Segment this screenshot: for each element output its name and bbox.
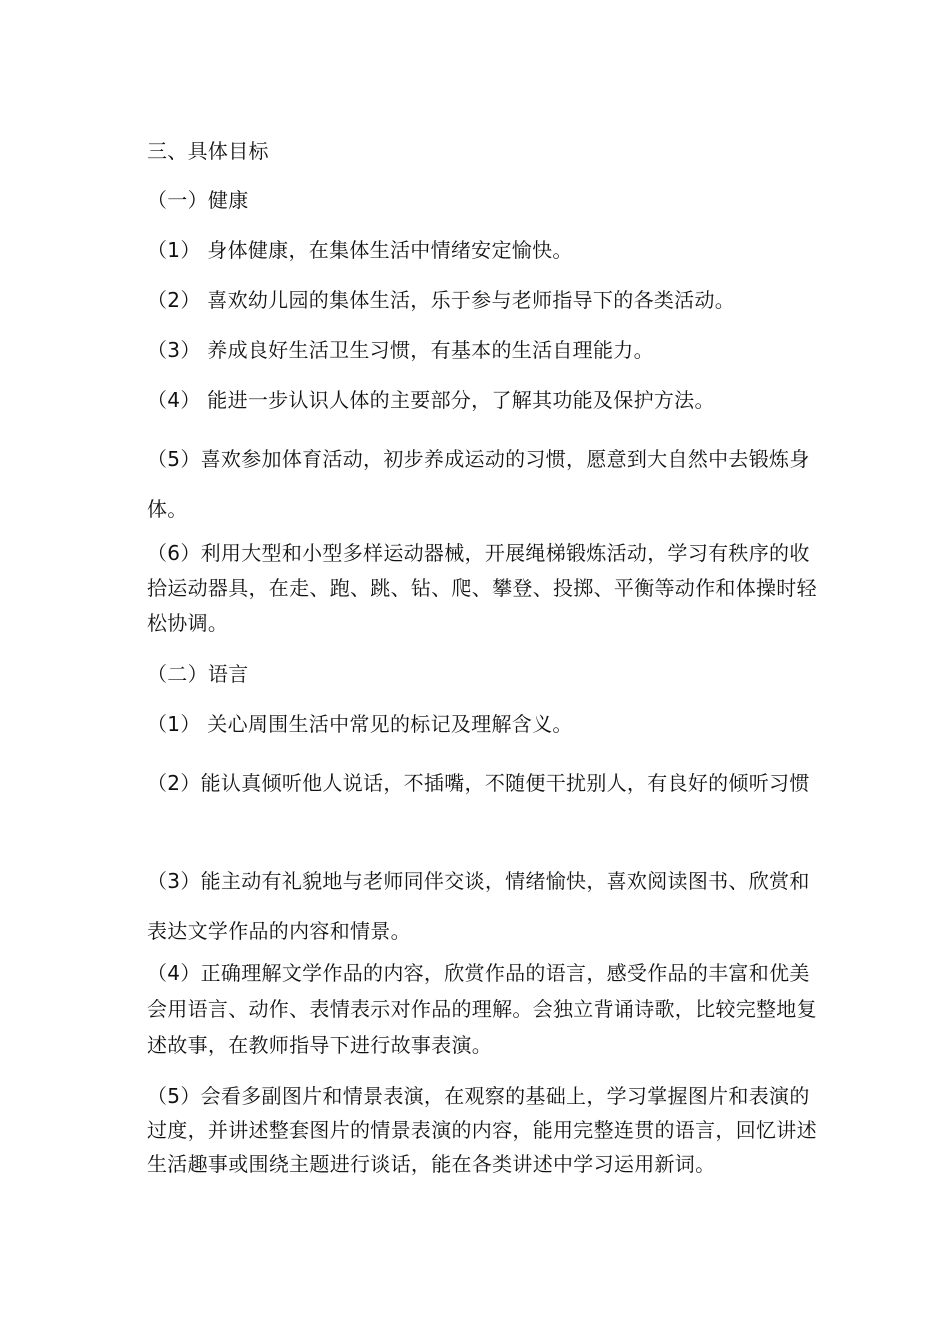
health-item-6: （6）利用大型和小型多样运动器械，开展绳梯锻炼活动，学习有秩序的收拾运动器具，在走、跑、跳、钻、爬、攀登、投掷、平衡等动作和体操时轻松协调。 (147, 541, 817, 635)
health-item-5: （5）喜欢参加体育活动，初步养成运动的习惯，愿意到大自然中去锻炼身体。 (147, 447, 810, 521)
health-item-1: （1） 身体健康，在集体生活中情绪安定愉快。 (147, 238, 573, 262)
health-item-2: （2） 喜欢幼儿园的集体生活，乐于参与老师指导下的各类活动。 (147, 288, 736, 312)
language-item-1: （1） 关心周围生活中常见的标记及理解含义。 (147, 712, 573, 736)
subsection-title-language: （二）语言 (147, 662, 249, 686)
subsection-title-health: （一）健康 (147, 188, 249, 212)
health-item-4: （4） 能进一步认识人体的主要部分，了解其功能及保护方法。 (147, 388, 715, 412)
section-heading: 三、具体目标 (147, 139, 269, 163)
language-item-2: （2）能认真倾听他人说话，不插嘴，不随便干扰别人，有良好的倾听习惯 (147, 771, 810, 795)
health-item-3: （3） 养成良好生活卫生习惯，有基本的生活自理能力。 (147, 338, 654, 362)
language-item-3: （3）能主动有礼貌地与老师同伴交谈，情绪愉快，喜欢阅读图书、欣赏和表达文学作品的内容和情景。 (147, 869, 810, 943)
language-item-4: （4）正确理解文学作品的内容，欣赏作品的语言，感受作品的丰富和优美会用语言、动作、表情表示对作品的理解。会独立背诵诗歌，比较完整地复述故事，在教师指导下进行故事表演。 (147, 961, 817, 1057)
language-item-5: （5）会看多副图片和情景表演，在观察的基础上，学习掌握图片和表演的过度，并讲述整套图片的情景表演的内容，能用完整连贯的语言，回忆讲述生活趣事或围绕主题进行谈话，能在各类讲述中学习运用新词。 (147, 1084, 817, 1176)
